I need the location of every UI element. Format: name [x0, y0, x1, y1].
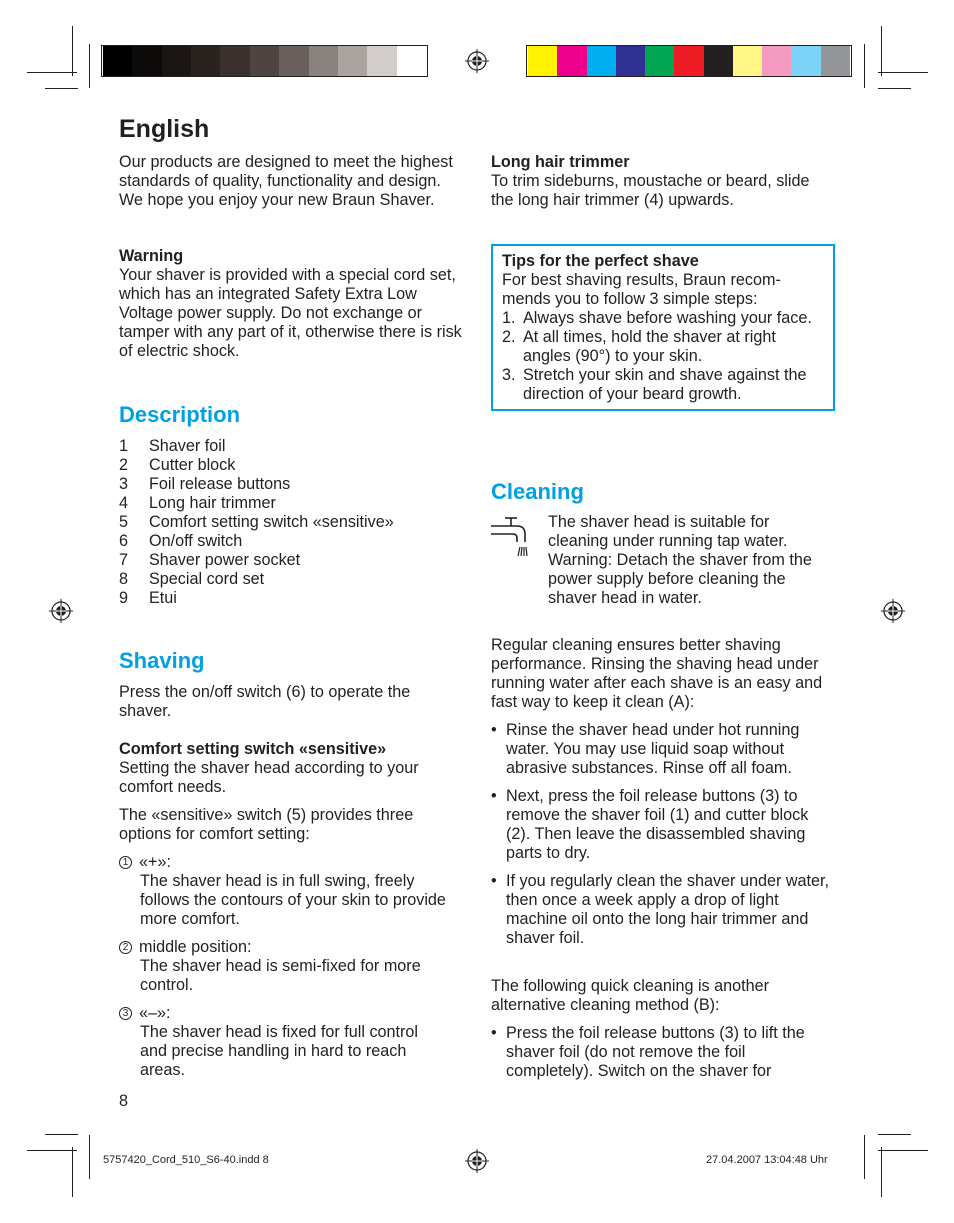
- shaving-heading: Shaving: [119, 648, 205, 673]
- step-text: At all times, hold the shaver at right angles (90°) to your skin.: [523, 328, 776, 365]
- trimmer-heading: Long hair trimmer: [491, 153, 630, 171]
- item-label: Cutter block: [149, 456, 236, 474]
- circled-number-icon: 3: [119, 1007, 132, 1020]
- crop-mark: [881, 1147, 882, 1197]
- color-swatch: [557, 46, 587, 76]
- option-text: The shaver head is fixed for full control and precise handling in hard to reach areas.: [140, 1023, 419, 1079]
- color-swatch: [279, 46, 309, 76]
- color-swatch: [528, 46, 558, 76]
- trimmer-paragraph: To trim sideburns, moustache or beard, slide the long hair trimmer (4) upwards.: [491, 172, 810, 209]
- cleaning-heading: Cleaning: [491, 479, 584, 504]
- color-swatch: [309, 46, 339, 76]
- crop-mark: [89, 44, 90, 88]
- tips-heading: Tips for the perfect shave: [502, 252, 699, 270]
- color-swatch: [132, 46, 162, 76]
- crop-mark: [881, 26, 882, 76]
- description-list: [119, 437, 459, 608]
- item-label: Comfort setting switch «sensitive»: [149, 513, 394, 531]
- item-number: 8: [119, 570, 129, 588]
- step-text: Stretch your skin and shave against the direction of your beard growth.: [523, 366, 807, 403]
- comfort-heading: Comfort setting switch «sensitive»: [119, 740, 387, 758]
- shaving-paragraph: Press the on/off switch (6) to operate the shaver.: [119, 683, 411, 720]
- crop-mark: [864, 1135, 865, 1179]
- color-swatch: [762, 46, 792, 76]
- option-label: «+»:: [139, 853, 171, 871]
- comfort-option-3: [119, 1004, 449, 1080]
- warning-heading: Warning: [119, 247, 184, 265]
- cleaning-icon-paragraph: The shaver head is suitable for cleaning under running tap water. Warning: Detach the shaver from the power supply before cleaning the shaver head in water.: [548, 513, 812, 607]
- tips-step: [502, 366, 824, 404]
- color-swatch: [397, 46, 427, 76]
- item-number: 6: [119, 532, 129, 550]
- color-swatch: [733, 46, 763, 76]
- step-number: 1.: [502, 309, 516, 327]
- color-swatch: [250, 46, 280, 76]
- option-text: The shaver head is semi-fixed for more control.: [140, 957, 421, 994]
- crop-mark: [878, 88, 911, 89]
- bullet-item: • Next, press the foil release buttons (3) to remove the shaver foil (1) and cutter block (2). Then leave the disassembled shaving parts to dry.: [491, 787, 831, 863]
- crop-mark: [27, 1150, 77, 1151]
- quick-cleaning-intro: The following quick cleaning is another alternative cleaning method (B):: [491, 977, 770, 1014]
- description-item: [119, 494, 459, 513]
- color-swatch: [191, 46, 221, 76]
- comfort-option-2: [119, 938, 449, 995]
- bullet-item: • Rinse the shaver head under hot running water. You may use liquid soap without abrasive substances. Rinse off all foam.: [491, 721, 831, 778]
- color-swatch: [367, 46, 397, 76]
- warning-paragraph: Your shaver is provided with a special cord set, which has an integrated Safety Extra Low Voltage power supply. Do not exchange or tamper with any part of it, otherwise there is risk of electric shock.: [119, 266, 462, 360]
- quick-cleaning-bullet-list: [491, 1024, 811, 1081]
- registration-mark-icon: [881, 599, 905, 623]
- description-item: [119, 551, 459, 570]
- page-number: 8: [119, 1092, 129, 1110]
- crop-mark: [72, 1147, 73, 1197]
- crop-mark: [72, 26, 73, 76]
- tips-steps-list: [502, 309, 824, 404]
- options-intro: The «sensitive» switch (5) provides three options for comfort setting:: [119, 806, 414, 843]
- registration-mark-icon: [465, 49, 489, 73]
- bullet-item: • If you regularly clean the shaver under water, then once a week apply a drop of light machine oil onto the long hair trimmer and shaver foil.: [491, 872, 831, 948]
- intro-paragraph: Our products are designed to meet the highest standards of quality, functionality and design. We hope you enjoy your new Braun Shaver.: [119, 153, 453, 209]
- cleaning-bullet-list: [491, 721, 831, 948]
- option-label: middle position:: [139, 938, 252, 956]
- option-label: «–»:: [139, 1004, 171, 1022]
- item-number: 4: [119, 494, 129, 512]
- option-text: The shaver head is in full swing, freely follows the contours of your skin to provide more comfort.: [140, 872, 446, 928]
- description-heading: Description: [119, 402, 241, 427]
- crop-mark: [45, 1134, 78, 1135]
- crop-mark: [45, 88, 78, 89]
- circled-number-icon: 2: [119, 941, 132, 954]
- item-label: Shaver foil: [149, 437, 226, 455]
- color-swatch: [616, 46, 646, 76]
- crop-mark: [864, 44, 865, 88]
- item-number: 3: [119, 475, 129, 493]
- color-swatch: [220, 46, 250, 76]
- item-label: Foil release buttons: [149, 475, 291, 493]
- step-number: 3.: [502, 366, 516, 384]
- bullet-item: • Press the foil release buttons (3) to lift the shaver foil (do not remove the foil completely). Switch on the shaver for: [491, 1024, 811, 1081]
- color-swatch: [704, 46, 734, 76]
- description-item: [119, 475, 459, 494]
- crop-mark: [878, 1134, 911, 1135]
- crop-mark: [89, 1135, 90, 1179]
- footer-file-info: 5757420_Cord_510_S6-40.indd 8: [103, 1154, 269, 1166]
- description-item: [119, 437, 459, 456]
- registration-mark-icon: [465, 1149, 489, 1173]
- description-item: [119, 532, 459, 551]
- color-swatch: [645, 46, 675, 76]
- tips-step: [502, 328, 824, 366]
- color-swatch: [103, 46, 133, 76]
- comfort-option-1: [119, 853, 449, 929]
- circled-number-icon: 1: [119, 856, 132, 869]
- crop-mark: [878, 1150, 928, 1151]
- color-swatch: [791, 46, 821, 76]
- step-text: Always shave before washing your face.: [523, 309, 812, 327]
- step-number: 2.: [502, 328, 516, 346]
- item-label: Special cord set: [149, 570, 265, 588]
- item-number: 5: [119, 513, 129, 531]
- color-swatch: [587, 46, 617, 76]
- description-item: [119, 589, 459, 608]
- regular-cleaning-paragraph: Regular cleaning ensures better shaving performance. Rinsing the shaving head under running water after each shave is an easy and fast way to keep it clean (A):: [491, 636, 823, 711]
- item-number: 2: [119, 456, 129, 474]
- registration-mark-icon: [49, 599, 73, 623]
- footer-timestamp: 27.04.2007 13:04:48 Uhr: [706, 1154, 828, 1166]
- tips-step: [502, 309, 824, 328]
- color-swatch: [674, 46, 704, 76]
- item-number: 7: [119, 551, 129, 569]
- description-item: [119, 570, 459, 589]
- comfort-paragraph: Setting the shaver head according to your comfort needs.: [119, 759, 419, 796]
- crop-mark: [878, 72, 928, 73]
- tips-box: [491, 244, 835, 411]
- color-swatch: [338, 46, 368, 76]
- item-number: 1: [119, 437, 129, 455]
- color-swatch: [162, 46, 192, 76]
- description-item: [119, 513, 459, 532]
- crop-mark: [27, 72, 77, 73]
- item-number: 9: [119, 589, 129, 607]
- description-item: [119, 456, 459, 475]
- item-label: Shaver power socket: [149, 551, 301, 569]
- item-label: Etui: [149, 589, 177, 607]
- tips-intro: For best shaving results, Braun recom-mends you to follow 3 simple steps:: [502, 271, 781, 308]
- running-water-tap-icon: [491, 514, 539, 560]
- item-label: On/off switch: [149, 532, 243, 550]
- page-title: English: [119, 115, 210, 143]
- item-label: Long hair trimmer: [149, 494, 276, 512]
- color-swatch: [821, 46, 851, 76]
